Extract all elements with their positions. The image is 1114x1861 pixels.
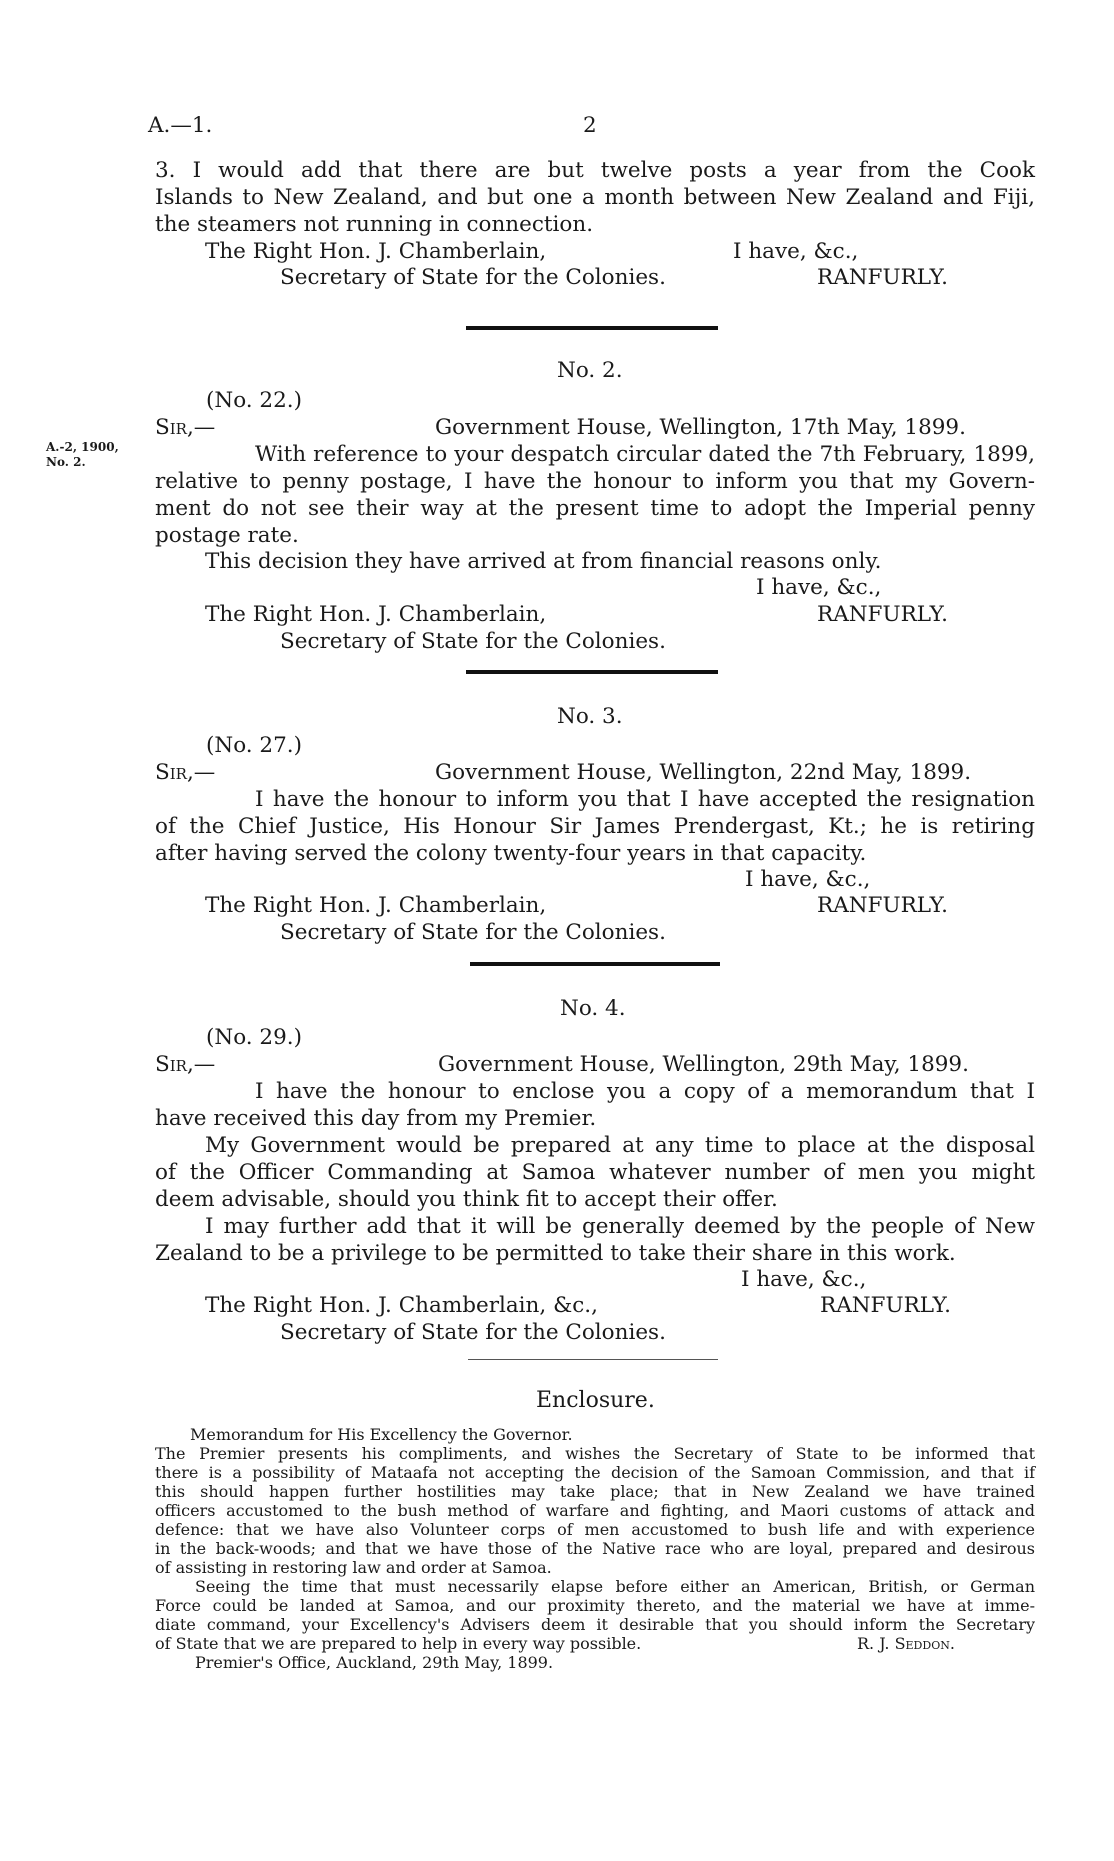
text-line: there is a possibility of Mataafa not accepting the decision of the Samoan Commission, and that if [155, 1463, 1035, 1482]
signature: RANFURLY. [817, 893, 948, 918]
text-line: of the Officer Commanding at Samoa whatever number of men you might [155, 1160, 1035, 1185]
text-line: of the Chief Justice, His Honour Sir James Prendergast, Kt.; he is retiring [155, 814, 1035, 839]
addressee-title: Secretary of State for the Colonies. [280, 920, 666, 945]
text-line: Seeing the time that must necessarily elapse before either an American, British, or German [195, 1577, 1035, 1596]
text-line: of assisting in restoring law and order at Samoa. [155, 1558, 552, 1577]
despatch-number: (No. 29.) [206, 1025, 303, 1050]
signature: RANFURLY. [820, 1293, 951, 1318]
despatch-number: (No. 22.) [206, 388, 303, 413]
page-number: 2 [583, 113, 597, 138]
section-divider [466, 670, 718, 674]
closing: I have, &c., [733, 239, 859, 264]
text-line: Force could be landed at Samoa, and our proximity thereto, and the material we have at imme- [155, 1596, 1035, 1615]
text-line: of State that we are prepared to help in every way possible. [155, 1634, 642, 1653]
text-line: in the back-woods; and that we have those of the Native race who are loyal, prepared and desirous [155, 1539, 1035, 1558]
text-line: defence: that we have also Volunteer corps of men accustomed to bush life and with experience [155, 1520, 1035, 1539]
closing: I have, &c., [741, 1267, 867, 1292]
salutation: Sir,— [155, 415, 216, 440]
memorandum-title: Memorandum for His Excellency the Governor. [190, 1425, 573, 1444]
document-reference: A.—1. [148, 113, 213, 138]
section-divider [466, 326, 718, 330]
enclosure-heading: Enclosure. [536, 1388, 655, 1413]
letter-heading: No. 2. [557, 358, 623, 383]
text-line: deem advisable, should you think fit to accept their offer. [155, 1187, 778, 1212]
addressee-title: Secretary of State for the Colonies. [280, 629, 666, 654]
text-line: officers accustomed to the bush method of warfare and fighting, and Maori customs of attack and [155, 1501, 1035, 1520]
letter-heading: No. 4. [560, 996, 626, 1021]
text-line: Zealand to be a privilege to be permitted to take their share in this work. [155, 1241, 956, 1266]
text-line: With reference to your despatch circular dated the 7th February, 1899, [255, 442, 1035, 467]
text-line: diate command, your Excellency's Advisers deem it desirable that you should inform the Secretary [155, 1615, 1035, 1634]
text-line: I have the honour to enclose you a copy of a memorandum that I [255, 1079, 1035, 1104]
dateline: Government House, Wellington, 29th May, 1899. [438, 1052, 969, 1077]
despatch-number: (No. 27.) [206, 733, 303, 758]
text-line: The Premier presents his compliments, and wishes the Secretary of State to be informed that [155, 1444, 1035, 1463]
text-line: I have the honour to inform you that I have accepted the resignation [255, 787, 1035, 812]
closing: I have, &c., [756, 575, 882, 600]
text-line: I may further add that it will be generally deemed by the people of New [205, 1214, 1035, 1239]
text-line: have received this day from my Premier. [155, 1106, 597, 1131]
addressee: The Right Hon. J. Chamberlain, [205, 893, 547, 918]
margin-note: A.-2, 1900, [46, 440, 119, 454]
signature: RANFURLY. [817, 602, 948, 627]
margin-note: No. 2. [46, 455, 86, 469]
text-line: after having served the colony twenty-four years in that capacity. [155, 841, 867, 866]
text-line: postage rate. [155, 523, 299, 548]
salutation: Sir,— [155, 760, 216, 785]
memorandum-footer: Premier's Office, Auckland, 29th May, 1899. [195, 1653, 554, 1672]
section-divider [468, 1359, 718, 1360]
text-line: 3. I would add that there are but twelve posts a year from the Cook [155, 158, 1035, 183]
addressee: The Right Hon. J. Chamberlain, &c., [205, 1293, 598, 1318]
text-line: this should happen further hostilities may take place; that in New Zealand we have trained [155, 1482, 1035, 1501]
text-line: relative to penny postage, I have the honour to inform you that my Govern- [155, 469, 1035, 494]
memorandum-signature: R. J. Seddon. [857, 1634, 955, 1653]
closing: I have, &c., [745, 867, 871, 892]
letter-heading: No. 3. [557, 704, 623, 729]
dateline: Government House, Wellington, 22nd May, 1899. [435, 760, 972, 785]
text-line: the steamers not running in connection. [155, 212, 594, 237]
dateline: Government House, Wellington, 17th May, 1899. [435, 415, 966, 440]
text-line: ment do not see their way at the present time to adopt the Imperial penny [155, 496, 1035, 521]
text-line: This decision they have arrived at from financial reasons only. [205, 549, 882, 574]
addressee: The Right Hon. J. Chamberlain, [205, 602, 547, 627]
addressee-title: Secretary of State for the Colonies. [280, 265, 666, 290]
text-line: Islands to New Zealand, and but one a month between New Zealand and Fiji, [155, 185, 1035, 210]
addressee-title: Secretary of State for the Colonies. [280, 1320, 666, 1345]
salutation: Sir,— [155, 1052, 216, 1077]
text-line: My Government would be prepared at any time to place at the disposal [205, 1133, 1035, 1158]
section-divider [470, 962, 720, 966]
addressee: The Right Hon. J. Chamberlain, [205, 239, 547, 264]
signature: RANFURLY. [817, 265, 948, 290]
